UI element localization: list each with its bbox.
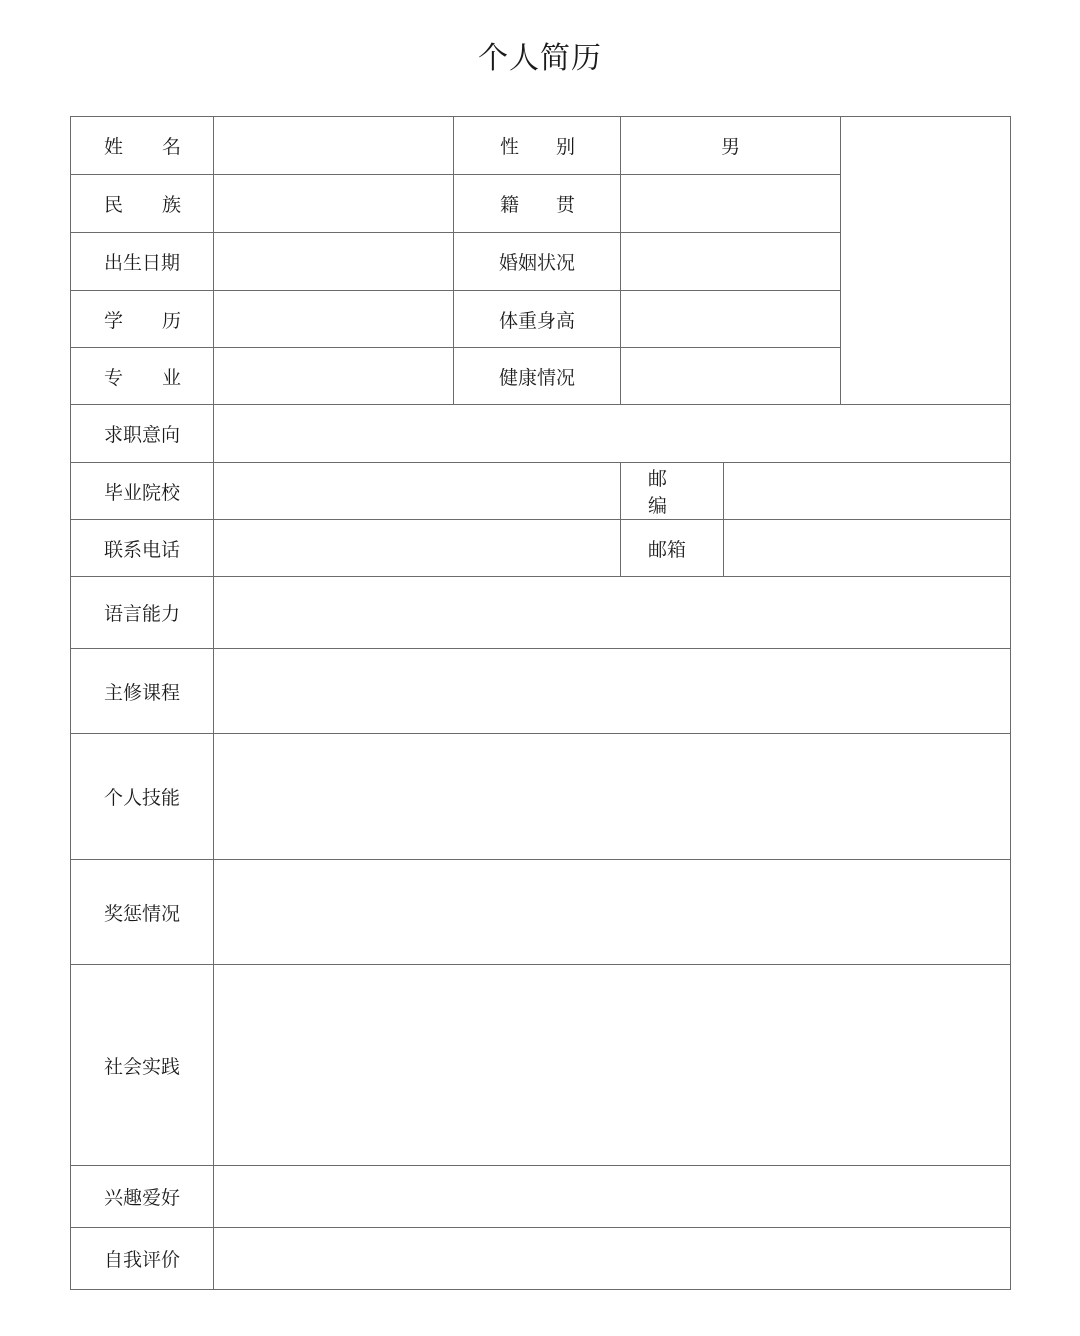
height-weight-field[interactable] [620, 290, 841, 348]
hobbies-field[interactable] [213, 1165, 1011, 1228]
label-social-practice: 社会实践 [70, 964, 214, 1166]
label-email: 邮箱 [620, 519, 724, 577]
label-ethnicity-char-2: 族 [161, 194, 181, 216]
label-height-weight: 体重身高 [453, 290, 621, 348]
photo-area[interactable] [840, 116, 1011, 405]
name-field[interactable] [213, 116, 454, 175]
education-field[interactable] [213, 290, 454, 348]
label-major [70, 347, 214, 405]
label-hobbies: 兴趣爱好 [70, 1165, 214, 1228]
native-place-field[interactable] [620, 174, 841, 233]
postal-code-field[interactable] [723, 462, 1011, 520]
label-awards: 奖惩情况 [70, 859, 214, 965]
school-field[interactable] [213, 462, 621, 520]
label-languages: 语言能力 [70, 576, 214, 649]
label-name-char-1: 姓 [104, 136, 124, 158]
label-education-char-1: 学 [104, 309, 124, 332]
label-gender-char-2: 别 [555, 136, 575, 158]
major-field[interactable] [213, 347, 454, 405]
social-practice-field[interactable] [213, 964, 1011, 1166]
label-skills: 个人技能 [70, 733, 214, 860]
label-native-place-char-2: 贯 [555, 194, 575, 216]
label-major-char-2: 业 [161, 366, 181, 389]
label-health: 健康情况 [453, 347, 621, 405]
awards-field[interactable] [213, 859, 1011, 965]
label-ethnicity-char-1: 民 [104, 194, 124, 216]
label-ethnicity [70, 174, 214, 233]
label-marital-status: 婚姻状况 [453, 232, 621, 291]
label-gender [453, 116, 621, 175]
label-native-place-char-1: 籍 [500, 194, 520, 216]
ethnicity-field[interactable] [213, 174, 454, 233]
label-birth-date: 出生日期 [70, 232, 214, 291]
skills-field[interactable] [213, 733, 1011, 860]
label-job-intention: 求职意向 [70, 404, 214, 463]
courses-field[interactable] [213, 648, 1011, 734]
resume-title: 个人简历 [478, 41, 602, 76]
label-self-evaluation: 自我评价 [70, 1227, 214, 1290]
label-major-char-1: 专 [104, 366, 124, 389]
label-name [70, 116, 214, 175]
label-school: 毕业院校 [70, 462, 214, 520]
label-postal-code: 邮 编 [620, 462, 724, 520]
self-evaluation-field[interactable] [213, 1227, 1011, 1290]
label-name-char-2: 名 [161, 136, 181, 158]
label-native-place [453, 174, 621, 233]
health-field[interactable] [620, 347, 841, 405]
phone-field[interactable] [213, 519, 621, 577]
label-education-char-2: 历 [161, 309, 181, 332]
label-phone: 联系电话 [70, 519, 214, 577]
label-gender-char-1: 性 [500, 136, 520, 158]
marital-status-field[interactable] [620, 232, 841, 291]
label-education [70, 290, 214, 348]
languages-field[interactable] [213, 576, 1011, 649]
birth-date-field[interactable] [213, 232, 454, 291]
job-intention-field[interactable] [213, 404, 1011, 463]
label-courses: 主修课程 [70, 648, 214, 734]
email-field[interactable] [723, 519, 1011, 577]
gender-field[interactable]: 男 [620, 116, 841, 175]
